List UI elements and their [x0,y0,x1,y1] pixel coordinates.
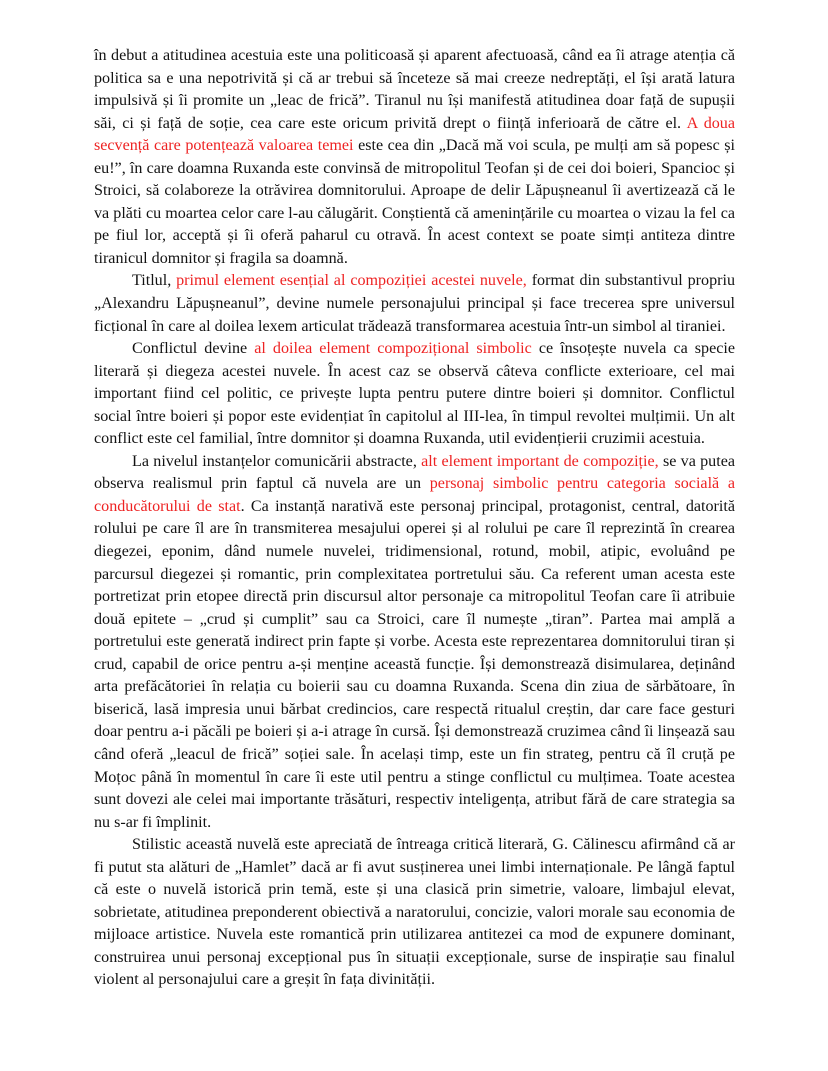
document-body [94,45,735,992]
highlighted-phrase: al doilea element compozițional simbolic [254,340,532,358]
text-run: se va putea observa realismul prin faptul că nuvela are un [94,452,735,493]
highlighted-phrase: alt element important de compoziție, [421,452,659,470]
text-run: este cea din „Dacă mă voi scula, pe mulți am să popesc și eu!”, în care doamna Ruxanda este convinsă de mitropolitul Teofan și de cei doi boieri, Spancioc și Stroici, să colaboreze la otrăvirea domnitorului. Aproape de delir Lăpușneanul îi avertizează că le va plăti cu moartea celor care l-au călugărit. Conștientă că amenințările cu moartea o vizau la fel ca pe fiul lor, acceptă și îi oferă paharul cu otravă. În acest context se poate simți antiteza dintre tiranicul domnitor și fragila sa doamnă. [94,137,736,267]
text-run: La nivelul instanțelor comunicării abstracte, [132,452,422,470]
text-run: ce însoțește nuvela ca specie literară și diegeza acestei nuvele. În acest caz se observă câteva conflicte exterioare, cel mai important fiind cel politic, ce privește lupta pentru putere dintre boieri și domnitor. Conflictul social între boieri și popor este evidențiat în capitolul al III-lea, în timpul revoltei mulțimii. Un alt conflict este cel familial, între domnitor și doamna Ruxanda, util evidențierii cruzimii acestuia. [94,340,736,448]
text-run: format din substantivul propriu „Alexandru Lăpușneanul”, devine numele personajului principal și face trecerea spre universul ficțional în care al doilea lexem articulat trădează transformarea acestuia într-un simbol al tiraniei. [94,272,736,335]
para-1-tema [94,45,735,270]
highlighted-phrase: A doua secvență care potențează valoarea temei [94,114,735,155]
para-5-stilistic [94,834,735,992]
text-run: Conflictul devine [132,340,255,358]
para-2-titlul [94,270,735,338]
text-run: Titlul, [132,272,177,290]
text-run: . Ca instanță narativă este personaj principal, protagonist, central, datorită rolului pe care îl are în transmiterea mesajului operei și al rolului pe care îl reprezintă în crearea diegezei, eponim, dând numele nuvelei, tridimensional, rotund, mobil, atipic, evoluând pe parcursul diegezei și romantic, prin complexitatea portretului său. Ca referent uman acesta este portretizat prin etopee directă prin discursul altor personaje ca mitropolitul Teofan care îi atribuie două epitete – „crud și cumplit” sau ca Stroici, care îl numește „tiran”. Partea mai amplă a portretului este generată indirect prin fapte și vorbe. Acesta este reprezentarea domnitorului tiran și crud, capabil de orice pentru a-și menține această funcție. Își demonstrează disimularea, deținând arta prefăcătoriei în relația cu boierii sau cu doamna Ruxanda. Scena din ziua de sărbătoare, în biserică, lasă impresia unui bărbat credincios, care respectă ritualul creștin, dar care face gesturi doar pentru a-i păcăli pe boieri și a-i atrage în cursă. Își demonstrează cruzimea când îi linșează sau când oferă „leacul de frică” soției sale. În același timp, este un fin strateg, pentru că îl cruță pe Moțoc până în momentul în care îi este util pentru a stinge conflictul cu mulțimea. Toate acestea sunt dovezi ale celei mai importante trăsături, respectiv inteligența, atribut fără de care strategia sa nu s-ar fi împlinit. [94,497,736,831]
para-4-instante [94,451,735,834]
text-run: în debut a atitudinea acestuia este una politicoasă și aparent afectuoasă, când ea îi atrage atenția că politica sa e una nepotrivită și că ar trebui să înceteze să mai creeze nedreptăți, el își arată latura impulsivă și îi promite un „leac de frică”. Tiranul nu își manifestă atitudinea doar față de supușii săi, ci și față de soție, cea care este oricum privită drept o ființă inferioară de către el. [94,47,735,132]
highlighted-phrase: personaj simbolic pentru categoria socială a conducătorului de stat [94,475,735,515]
para-3-conflictul [94,338,735,451]
highlighted-phrase: primul element esențial al compoziției acestei nuvele, [176,272,527,290]
text-run: Stilistic această nuvelă este apreciată de întreaga critică literară, G. Călinescu afirmând că ar fi putut sta alături de „Hamlet” dacă ar fi avut susținerea unei limbi internaționale. Pe lângă faptul că este o nuvelă istorică prin temă, este și una clasică prin simetrie, valoare, limbajul elevat, sobrietate, atitudinea preponderent obiectivă a naratorului, concizie, valori morale sau economia de mijloace artistice. Nuvela este romantică prin utilizarea antitezei ca mod de expunere dominant, construirea unui personaj excepțional pus în situații excepționale, surse de inspirație sau finalul violent al personajului care a greșit în fața divinității. [94,836,735,989]
